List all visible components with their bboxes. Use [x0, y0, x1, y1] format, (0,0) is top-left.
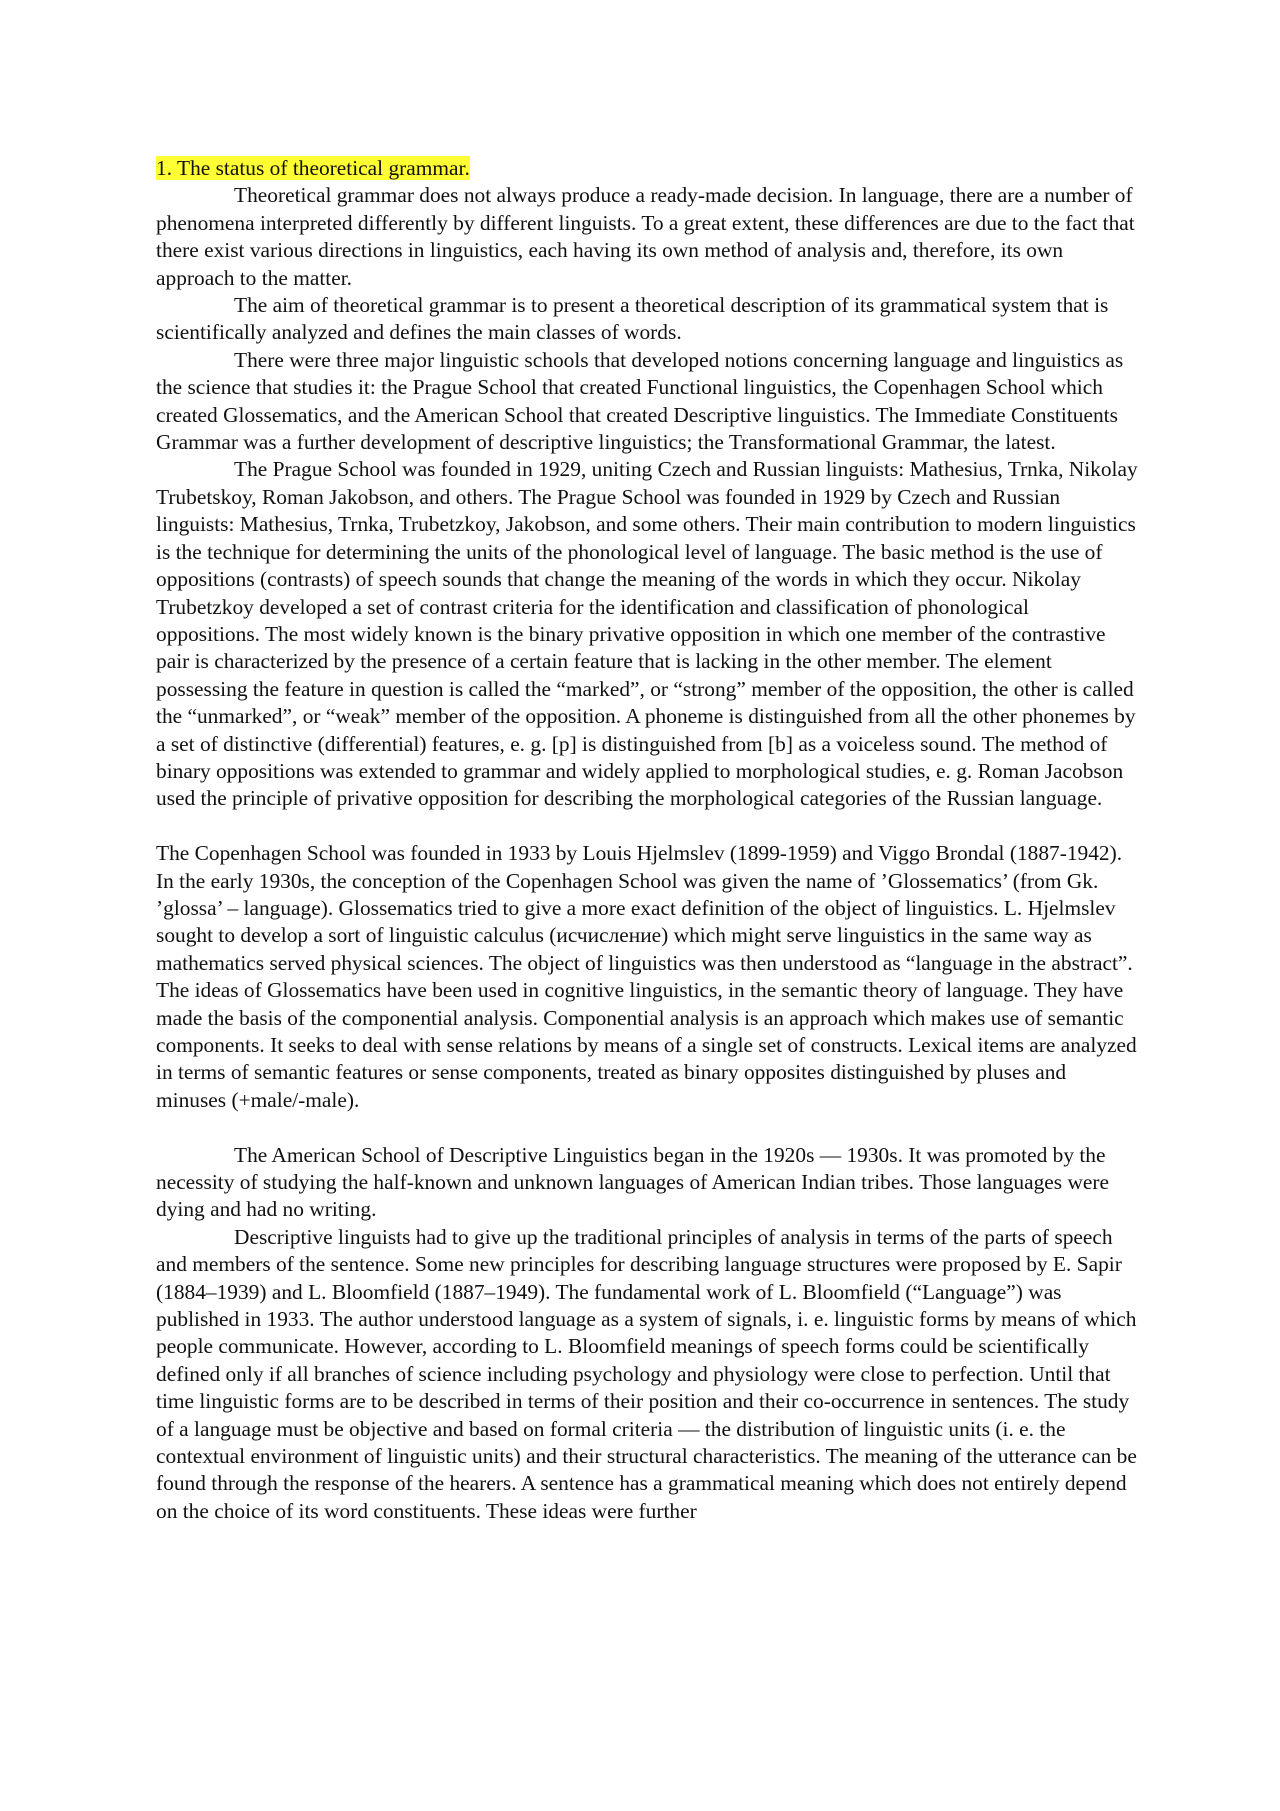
highlighted-heading-text: 1. The status of theoretical grammar.: [156, 156, 470, 180]
paragraph-aim: The aim of theoretical grammar is to present a theoretical description of its grammatical system that is scientifically analyzed and defines the main classes of words.: [156, 293, 1109, 345]
paragraph-copenhagen-school: The Copenhagen School was founded in 1933 by Louis Hjelmslev (1899-1959) and Viggo Brondal (1887-1942). In the early 1930s, the conception of the Copenhagen School was given the name of ’Glossematics’ (from Gk. ’glossa’ – language). Glossematics tried to give a more exact definition of the object of linguistics. L. Hjelmslev sought to develop a sort of linguistic calculus (исчисление) which might serve linguistics in the same way as mathematics served physical sciences. The object of linguistics was then understood as “language in the abstract”. The ideas of Glossematics have been used in cognitive linguistics, in the semantic theory of language. They have made the basis of the componential analysis. Componential analysis is an approach which makes use of semantic components. It seeks to deal with sense relations by means of a single set of constructs. Lexical items are analyzed in terms of semantic features or sense components, treated as binary opposites distinguished by pluses and minuses (+male/-male).: [156, 841, 1137, 1112]
paragraph-american-school: The American School of Descriptive Linguistics began in the 1920s — 1930s. It was promoted by the necessity of studying the half-known and unknown languages of American Indian tribes. Those languages were dying and had no writing.: [156, 1142, 1110, 1222]
section-heading: [156, 155, 1138, 182]
paragraph-three-schools: There were three major linguistic schools that developed notions concerning language and linguistics as the science that studies it: the Prague School that created Functional linguistics, the Copenhagen School which created Glossematics, and the American School that created Descriptive linguistics. The Immediate Constituents Grammar was a further development of descriptive linguistics; the Transformational Grammar, the latest.: [156, 347, 1124, 455]
paragraph-theoretical-grammar: Theoretical grammar does not always produce a ready-made decision. In language, there are a number of phenomena interpreted differently by different linguists. To a great extent, these differences are due to the fact that there exist various directions in linguistics, each having its own method of analysis and, therefore, its own approach to the matter.: [156, 183, 1135, 290]
document-page: [156, 155, 1138, 1525]
paragraph-descriptive-linguists: Descriptive linguists had to give up the traditional principles of analysis in terms of the parts of speech and members of the sentence. Some new principles for describing language structures were proposed by E. Sapir (1884–1939) and L. Bloomfield (1887–1949). The fundamental work of L. Bloomfield (“Language”) was published in 1933. The author understood language as a system of signals, i. e. linguistic forms by means of which people communicate. However, according to L. Bloomfield meanings of speech forms could be scientifically defined only if all branches of science including psychology and physiology were close to perfection. Until that time linguistic forms are to be described in terms of their position and their co-occurrence in sentences. The study of a language must be objective and based on formal criteria — the distribution of linguistic units (i. e. the contextual environment of linguistic units) and their structural characteristics. The meaning of the utterance can be found through the response of the hearers. A sentence has a grammatical meaning which does not entirely depend on the choice of its word constituents. These ideas were further: [156, 1224, 1137, 1523]
paragraph-prague-school: The Prague School was founded in 1929, uniting Czech and Russian linguists: Mathesius, Trnka, Nikolay Trubetskoy, Roman Jakobson, and others. The Prague School was founded in 1929 by Czech and Russian linguists: Mathesius, Trnka, Trubetzkoy, Jakobson, and some others. Their main contribution to modern linguistics is the technique for determining the units of the phonological level of language. The basic method is the use of oppositions (contrasts) of speech sounds that change the meaning of the words in which they occur. Nikolay Trubetzkoy developed a set of contrast criteria for the identification and classification of phonological oppositions. The most widely known is the binary privative opposition in which one member of the contrastive pair is characterized by the presence of a certain feature that is lacking in the other member. The element possessing the feature in question is called the “marked”, or “strong” member of the opposition, the other is called the “unmarked”, or “weak” member of the opposition. A phoneme is distinguished from all the other phonemes by a set of distinctive (differential) features, e. g. [p] is distinguished from [b] as a voiceless sound. The method of binary oppositions was extended to grammar and widely applied to morphological studies, e. g. Roman Jacobson used the principle of privative opposition for describing the morphological categories of the Russian language.: [156, 457, 1138, 811]
